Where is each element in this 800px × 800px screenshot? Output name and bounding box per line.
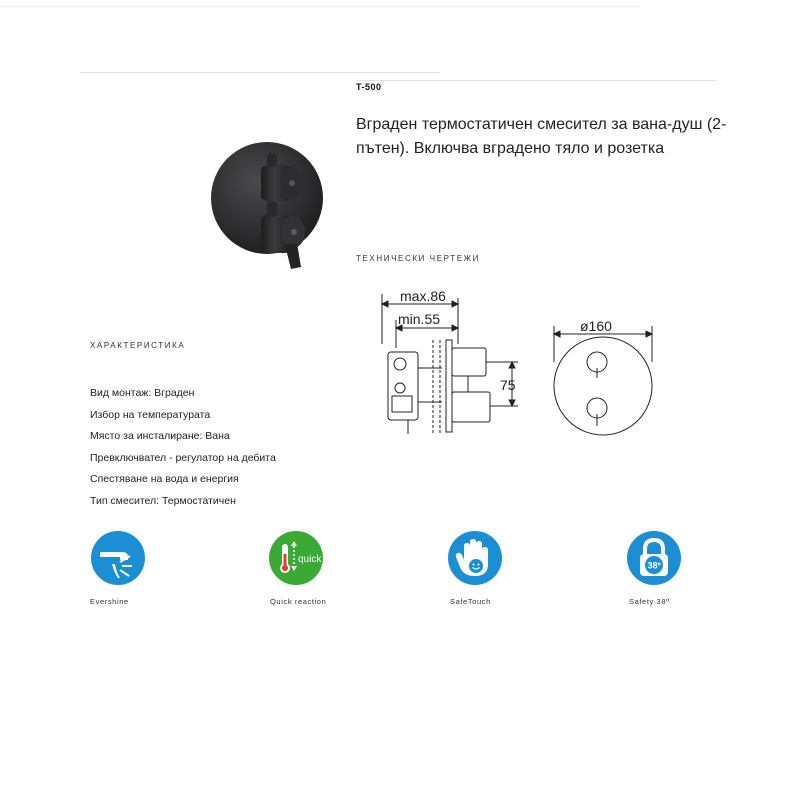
- safety-38-badge: [626, 530, 682, 586]
- safetouch-badge: [447, 530, 503, 586]
- dim-diameter-label: ø160: [580, 318, 612, 334]
- product-image: [205, 135, 330, 270]
- technical-drawing-side: [378, 284, 528, 444]
- dim-max-label: max.86: [400, 288, 446, 304]
- list-item: Вид монтаж: Вграден: [90, 387, 195, 399]
- top-divider-left: [80, 72, 440, 73]
- safety-icon-text: 38º: [647, 560, 661, 571]
- quick-icon-text: quick: [298, 554, 322, 565]
- top-divider-right: [356, 80, 716, 81]
- list-item: Място за инсталиране: Вана: [90, 430, 230, 443]
- safetouch-label: SafeTouch: [450, 597, 491, 606]
- evershine-icon: [90, 530, 146, 586]
- list-item: Тип смесител: Термостатичен: [90, 494, 236, 507]
- front-view-drawing: [542, 312, 672, 442]
- evershine-badge: [90, 530, 146, 586]
- safety-38-icon: [626, 530, 682, 586]
- list-item: Превключвател - регулатор на дебита: [90, 451, 276, 464]
- dim-height-label: 75: [500, 377, 516, 393]
- mixer-photo-icon: [205, 135, 330, 270]
- list-item: Избор на температурата: [90, 408, 211, 421]
- safety-38-label: Safety 38º: [629, 597, 670, 606]
- list-item: Спестяване на вода и енергия: [90, 473, 239, 486]
- evershine-label: Evershine: [90, 597, 129, 606]
- quick-reaction-icon: [268, 530, 324, 586]
- technical-drawing-front: [542, 312, 672, 442]
- product-description: Вграден термостатичен смесител за вана-душ (2-пътен). Включва вградено тяло и розетка: [356, 116, 727, 157]
- side-view-drawing: [378, 284, 528, 444]
- safetouch-icon: [447, 530, 503, 586]
- quick-reaction-label: Quick reaction: [270, 597, 327, 606]
- characteristics-title: ХАРАКТЕРИСТИКА: [90, 341, 186, 350]
- product-model: T-500: [356, 82, 382, 92]
- quick-reaction-badge: [268, 530, 324, 586]
- characteristics-list: [90, 386, 276, 516]
- dim-min-label: min.55: [398, 311, 441, 327]
- technical-drawings-title: ТЕХНИЧЕСКИ ЧЕРТЕЖИ: [356, 254, 480, 263]
- page-top-edge: [0, 6, 640, 7]
